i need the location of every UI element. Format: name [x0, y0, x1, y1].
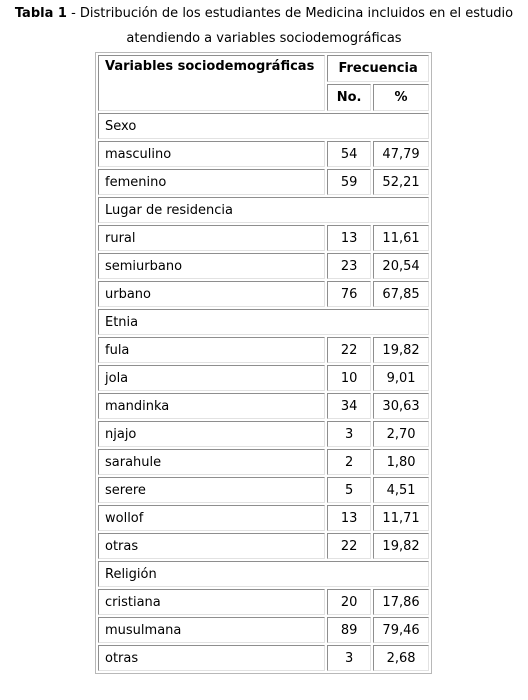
row-count: 89	[327, 617, 371, 643]
group-label: Religión	[98, 561, 429, 587]
table-row	[98, 253, 429, 279]
row-percent: 52,21	[373, 169, 429, 195]
row-label: njajo	[98, 421, 325, 447]
row-label: semiurbano	[98, 253, 325, 279]
header-pct: %	[373, 84, 429, 111]
group-label: Etnia	[98, 309, 429, 335]
group-row	[98, 309, 429, 335]
row-label: mandinka	[98, 393, 325, 419]
row-label: sarahule	[98, 449, 325, 475]
table-body	[98, 55, 429, 671]
row-label: jola	[98, 365, 325, 391]
row-count: 13	[327, 505, 371, 531]
table-row	[98, 141, 429, 167]
table-row	[98, 449, 429, 475]
row-label: rural	[98, 225, 325, 251]
row-label: serere	[98, 477, 325, 503]
table-row	[98, 393, 429, 419]
row-percent: 9,01	[373, 365, 429, 391]
group-row	[98, 113, 429, 139]
row-count: 22	[327, 533, 371, 559]
table-row	[98, 337, 429, 363]
row-count: 2	[327, 449, 371, 475]
caption-title: Distribución de los estudiantes de Medicina incluidos en el estudio	[79, 6, 514, 21]
row-label: fula	[98, 337, 325, 363]
row-count: 13	[327, 225, 371, 251]
row-percent: 4,51	[373, 477, 429, 503]
row-percent: 79,46	[373, 617, 429, 643]
row-count: 22	[327, 337, 371, 363]
table-row	[98, 617, 429, 643]
row-percent: 47,79	[373, 141, 429, 167]
row-percent: 30,63	[373, 393, 429, 419]
header-no: No.	[327, 84, 371, 111]
row-count: 5	[327, 477, 371, 503]
row-label: urbano	[98, 281, 325, 307]
row-label: otras	[98, 645, 325, 671]
row-percent: 67,85	[373, 281, 429, 307]
row-percent: 1,80	[373, 449, 429, 475]
table-row	[98, 365, 429, 391]
row-count: 20	[327, 589, 371, 615]
table-row	[98, 589, 429, 615]
caption-line-2: atendiendo a variables sociodemográficas	[126, 31, 402, 46]
group-row	[98, 561, 429, 587]
table-row	[98, 533, 429, 559]
row-count: 54	[327, 141, 371, 167]
table-caption	[0, 0, 528, 51]
table-row	[98, 477, 429, 503]
row-percent: 11,61	[373, 225, 429, 251]
row-label: femenino	[98, 169, 325, 195]
row-percent: 11,71	[373, 505, 429, 531]
table-row	[98, 505, 429, 531]
data-table	[95, 52, 432, 674]
row-percent: 20,54	[373, 253, 429, 279]
caption-label: Tabla 1	[14, 6, 67, 21]
row-count: 3	[327, 645, 371, 671]
header-variables: Variables sociodemográficas	[98, 55, 325, 111]
row-percent: 17,86	[373, 589, 429, 615]
table-row	[98, 645, 429, 671]
row-count: 10	[327, 365, 371, 391]
row-percent: 2,70	[373, 421, 429, 447]
group-label: Lugar de residencia	[98, 197, 429, 223]
caption-line-1	[0, 1, 528, 26]
row-label: musulmana	[98, 617, 325, 643]
row-count: 23	[327, 253, 371, 279]
table-row	[98, 281, 429, 307]
header-row-1	[98, 55, 429, 82]
row-count: 59	[327, 169, 371, 195]
table-row	[98, 421, 429, 447]
header-frecuencia: Frecuencia	[327, 55, 429, 82]
row-percent: 19,82	[373, 337, 429, 363]
row-count: 76	[327, 281, 371, 307]
row-label: masculino	[98, 141, 325, 167]
row-label: otras	[98, 533, 325, 559]
table-row	[98, 169, 429, 195]
row-percent: 19,82	[373, 533, 429, 559]
caption-separator: -	[66, 6, 80, 21]
row-label: wollof	[98, 505, 325, 531]
group-label: Sexo	[98, 113, 429, 139]
group-row	[98, 197, 429, 223]
row-count: 34	[327, 393, 371, 419]
row-count: 3	[327, 421, 371, 447]
table-row	[98, 225, 429, 251]
row-percent: 2,68	[373, 645, 429, 671]
row-label: cristiana	[98, 589, 325, 615]
